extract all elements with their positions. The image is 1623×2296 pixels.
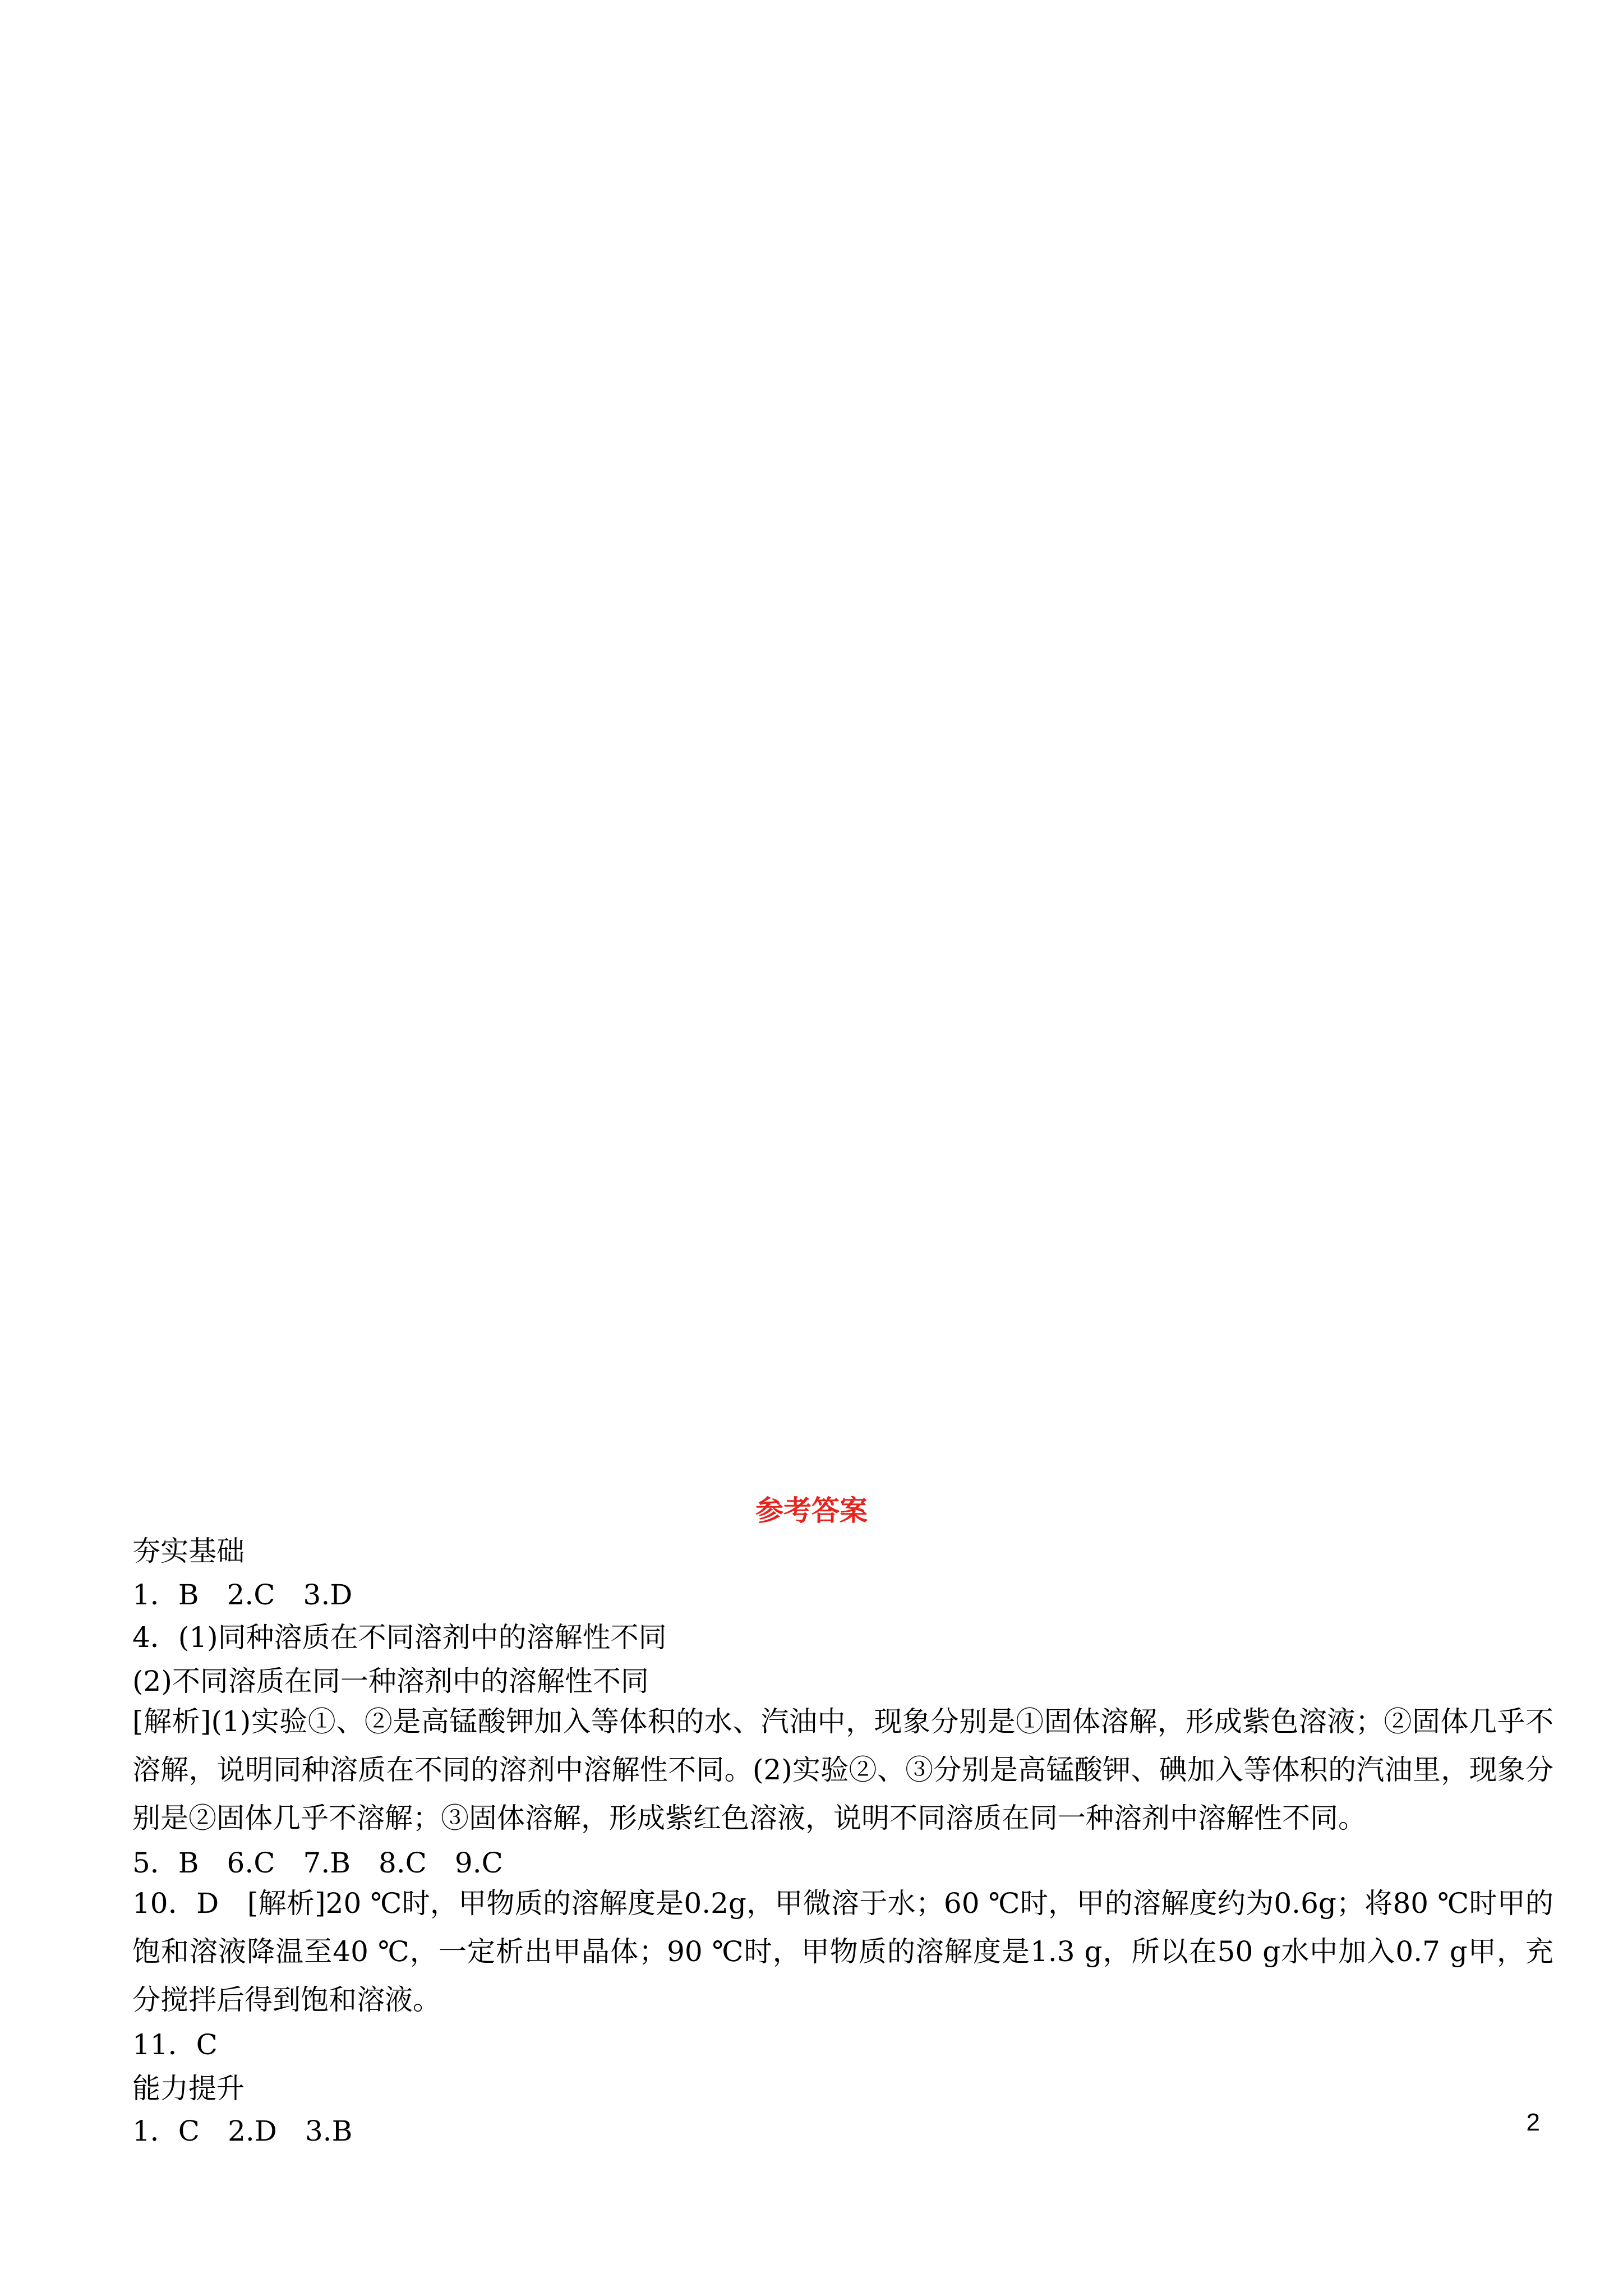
- answer-q10-text: 10．D [解析]20 ℃时，甲物质的溶解度是0.2g，甲微溶于水；60 ℃时，甲的溶解度约为0.6g；将80 ℃时甲的饱和溶液降温至40 ℃，一定析出甲晶体；90 ℃时，甲物质的溶解度是1.3 g，所以在50 g水中加入0.7 g甲，充分搅拌后得到饱和溶液。: [132, 1887, 1553, 2016]
- section-heading-basic: 夯实基础: [132, 1535, 245, 1567]
- answer-title: 参考答案: [755, 1494, 868, 1527]
- page-number: 2: [1526, 2109, 1540, 2136]
- answer-q10: [132, 1879, 1553, 2024]
- answer-q4-part2: (2)不同溶质在同一种溶剂中的溶解性不同: [132, 1665, 649, 1697]
- answer-q4-analysis-text: [解析](1)实验①、②是高锰酸钾加入等体积的水、汽油中，现象分别是①固体溶解，形成紫色溶液；②固体几乎不溶解，说明同种溶质在不同的溶剂中溶解性不同。(2)实验②、③分别是高锰酸钾、碘加入等体积的汽油里，现象分别是②固体几乎不溶解；③固体溶解，形成紫红色溶液，说明不同溶质在同一种溶剂中溶解性不同。: [132, 1705, 1553, 1834]
- answer-q4-analysis: [132, 1697, 1553, 1842]
- answer-q4-part1: 4．(1)同种溶质在不同溶剂中的溶解性不同: [132, 1621, 667, 1654]
- answer-ability-line-1-3: 1．C 2.D 3.B: [132, 2115, 353, 2147]
- answer-line-5-9: 5．B 6.C 7.B 8.C 9.C: [132, 1847, 503, 1879]
- answer-line-1-3: 1．B 2.C 3.D: [132, 1579, 353, 1611]
- section-heading-ability: 能力提升: [132, 2072, 245, 2105]
- answer-q11: 11．C: [132, 2028, 218, 2061]
